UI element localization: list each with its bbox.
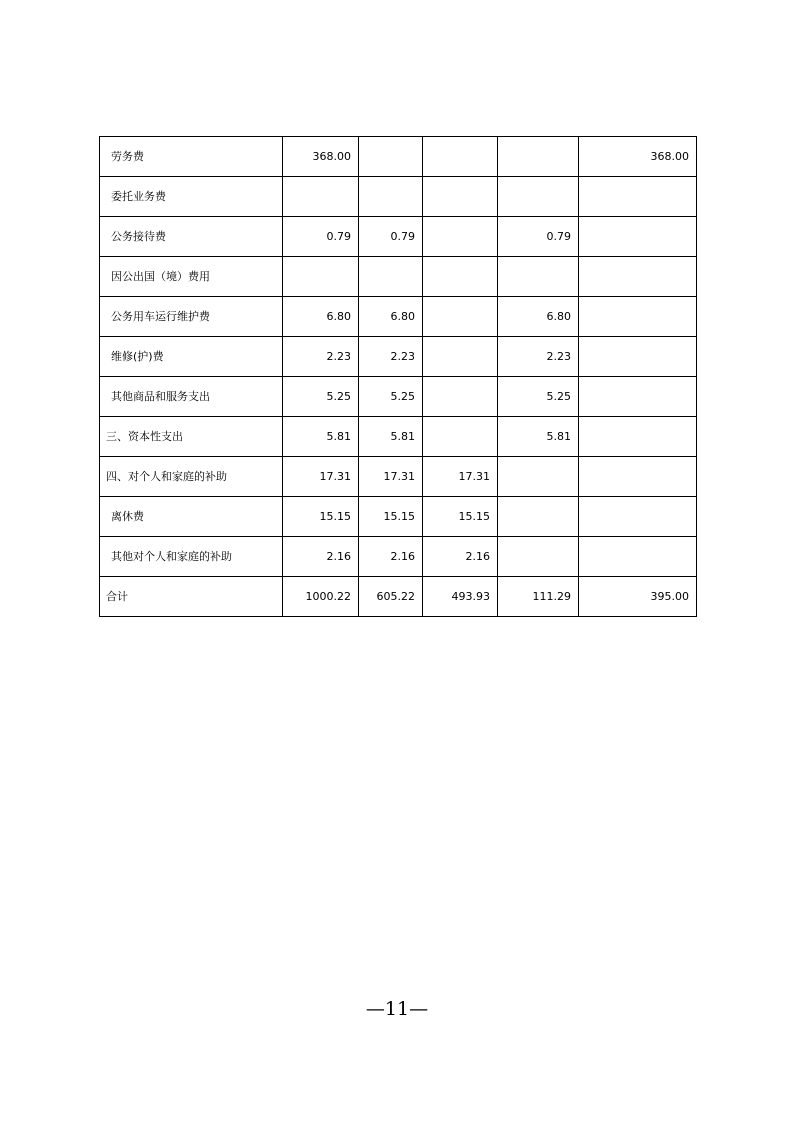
table-row <box>100 537 697 577</box>
cell-col-2: 605.22 <box>359 577 423 617</box>
cell-col-3: 2.16 <box>423 537 498 577</box>
cell-col-5 <box>579 377 697 417</box>
table-row <box>100 217 697 257</box>
cell-col-1: 6.80 <box>283 297 359 337</box>
cell-col-2: 5.25 <box>359 377 423 417</box>
cell-col-1: 2.23 <box>283 337 359 377</box>
cell-col-3 <box>423 417 498 457</box>
cell-col-2 <box>359 137 423 177</box>
cell-col-2: 2.23 <box>359 337 423 377</box>
table-row <box>100 457 697 497</box>
cell-col-3 <box>423 337 498 377</box>
cell-col-5: 368.00 <box>579 137 697 177</box>
cell-col-4: 0.79 <box>498 217 579 257</box>
cell-col-5 <box>579 337 697 377</box>
cell-col-5: 395.00 <box>579 577 697 617</box>
cell-col-1: 2.16 <box>283 537 359 577</box>
row-item-label: 维修(护)费 <box>100 337 283 377</box>
cell-col-2 <box>359 177 423 217</box>
cell-col-3 <box>423 177 498 217</box>
cell-col-2: 15.15 <box>359 497 423 537</box>
row-item-label: 其他商品和服务支出 <box>100 377 283 417</box>
cell-col-1: 5.81 <box>283 417 359 457</box>
cell-col-2: 17.31 <box>359 457 423 497</box>
table-row <box>100 577 697 617</box>
cell-col-5 <box>579 217 697 257</box>
cell-col-3: 493.93 <box>423 577 498 617</box>
row-item-label: 委托业务费 <box>100 177 283 217</box>
cell-col-4: 5.25 <box>498 377 579 417</box>
cell-col-1: 0.79 <box>283 217 359 257</box>
table-row <box>100 377 697 417</box>
cell-col-1: 1000.22 <box>283 577 359 617</box>
cell-col-3 <box>423 217 498 257</box>
table-row <box>100 137 697 177</box>
cell-col-2: 5.81 <box>359 417 423 457</box>
page-number: —11— <box>365 998 429 1020</box>
row-item-label: 公务接待费 <box>100 217 283 257</box>
budget-table <box>99 136 697 617</box>
cell-col-4: 5.81 <box>498 417 579 457</box>
row-item-label: 因公出国（境）费用 <box>100 257 283 297</box>
cell-col-4 <box>498 177 579 217</box>
cell-col-5 <box>579 417 697 457</box>
cell-col-4 <box>498 257 579 297</box>
cell-col-1: 15.15 <box>283 497 359 537</box>
row-item-label: 公务用车运行维护费 <box>100 297 283 337</box>
cell-col-3 <box>423 257 498 297</box>
table-row <box>100 297 697 337</box>
table-row <box>100 497 697 537</box>
cell-col-5 <box>579 297 697 337</box>
cell-col-4 <box>498 537 579 577</box>
cell-col-5 <box>579 177 697 217</box>
row-item-label: 劳务费 <box>100 137 283 177</box>
row-item-label: 三、资本性支出 <box>100 417 283 457</box>
row-item-label: 离休费 <box>100 497 283 537</box>
cell-col-4: 6.80 <box>498 297 579 337</box>
cell-col-3: 15.15 <box>423 497 498 537</box>
cell-col-1 <box>283 257 359 297</box>
cell-col-1 <box>283 177 359 217</box>
cell-col-5 <box>579 257 697 297</box>
cell-col-4 <box>498 457 579 497</box>
table-row <box>100 417 697 457</box>
cell-col-2: 0.79 <box>359 217 423 257</box>
cell-col-1: 17.31 <box>283 457 359 497</box>
cell-col-4 <box>498 497 579 537</box>
cell-col-1: 5.25 <box>283 377 359 417</box>
table-body <box>100 137 697 617</box>
cell-col-4 <box>498 137 579 177</box>
cell-col-4: 111.29 <box>498 577 579 617</box>
row-item-label: 四、对个人和家庭的补助 <box>100 457 283 497</box>
cell-col-5 <box>579 497 697 537</box>
cell-col-1: 368.00 <box>283 137 359 177</box>
cell-col-5 <box>579 537 697 577</box>
row-item-label: 其他对个人和家庭的补助 <box>100 537 283 577</box>
cell-col-2 <box>359 257 423 297</box>
cell-col-2: 2.16 <box>359 537 423 577</box>
table-row <box>100 257 697 297</box>
cell-col-4: 2.23 <box>498 337 579 377</box>
row-item-label: 合计 <box>100 577 283 617</box>
cell-col-3 <box>423 297 498 337</box>
cell-col-3 <box>423 377 498 417</box>
cell-col-3 <box>423 137 498 177</box>
table-row <box>100 177 697 217</box>
cell-col-5 <box>579 457 697 497</box>
table-row <box>100 337 697 377</box>
cell-col-2: 6.80 <box>359 297 423 337</box>
cell-col-3: 17.31 <box>423 457 498 497</box>
